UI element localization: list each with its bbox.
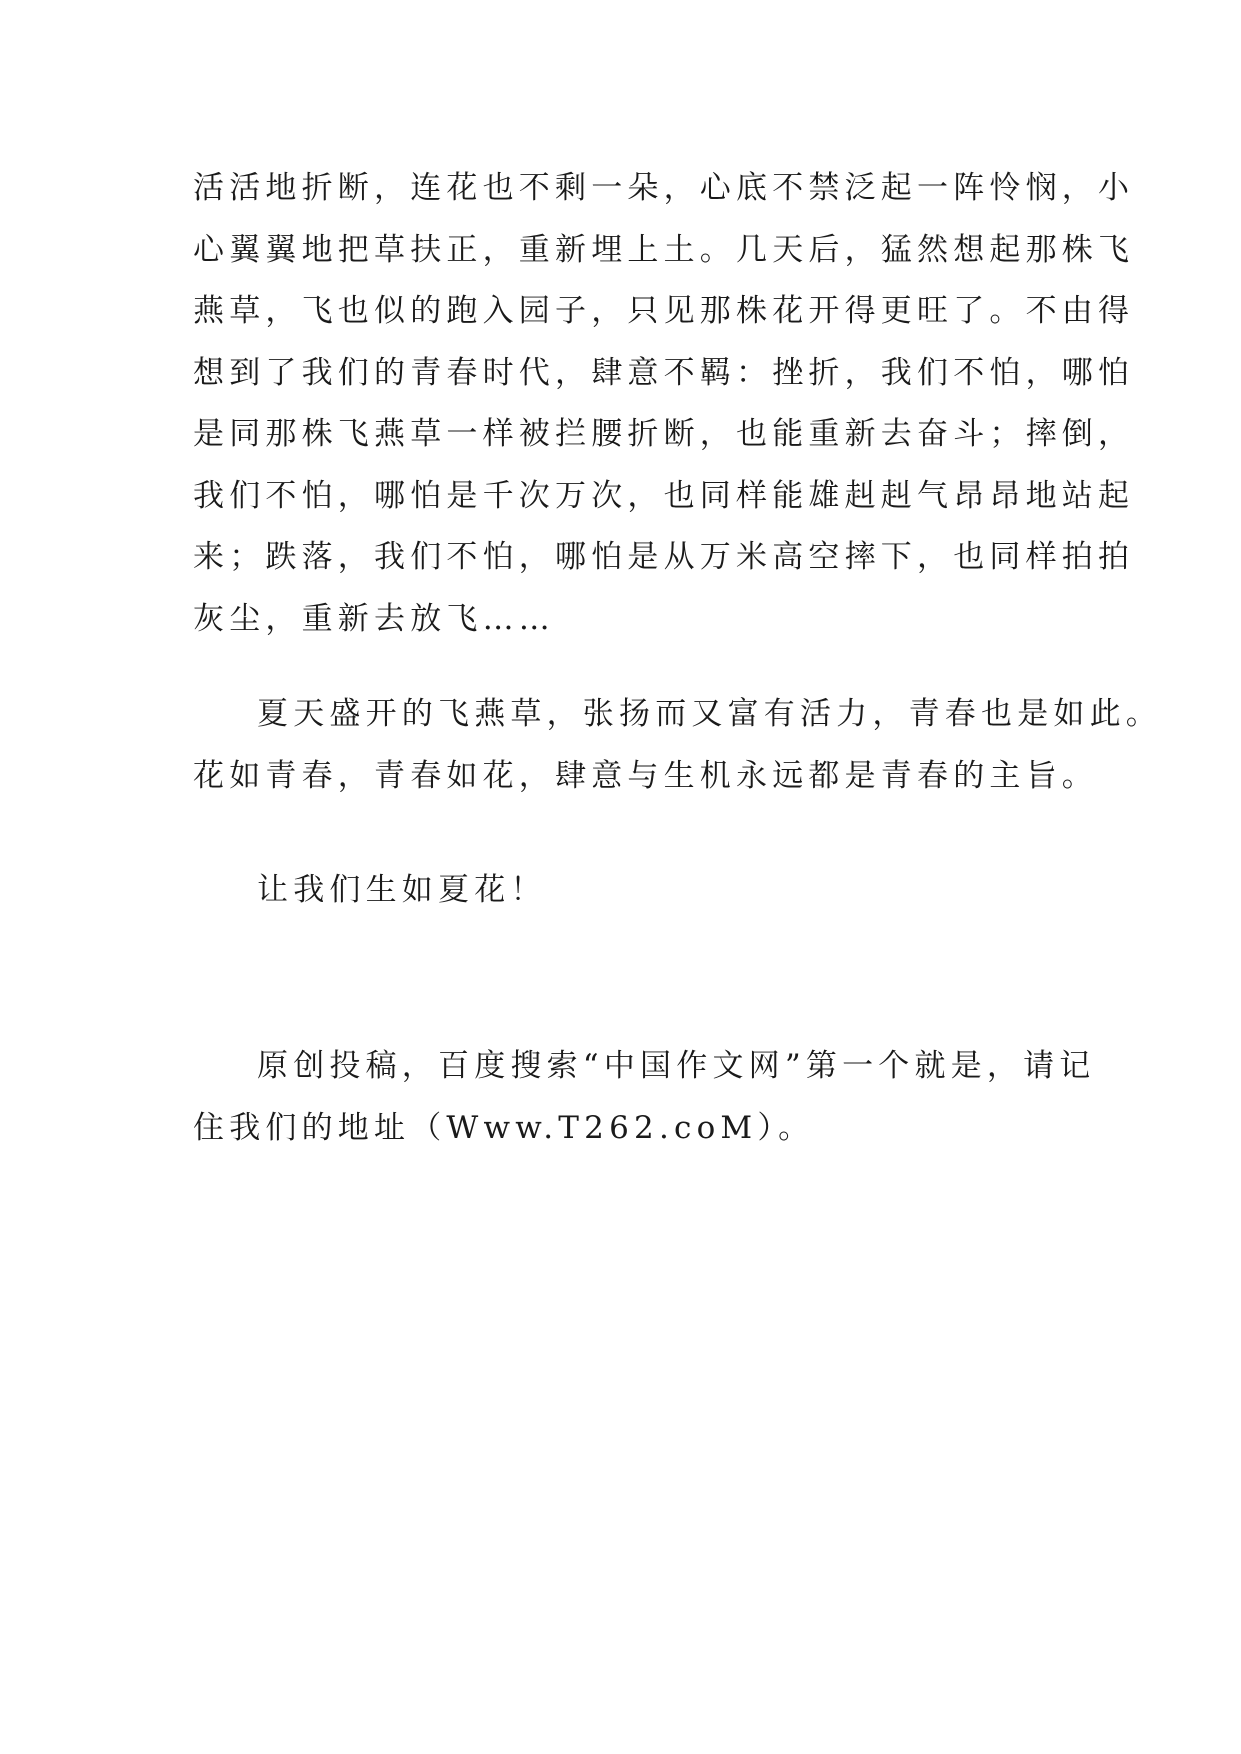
paragraph-line: 想到了我们的青春时代，肆意不羁：挫折，我们不怕，哪怕	[193, 354, 1135, 391]
paragraph-line: 花如青春，青春如花，肆意与生机永远都是青春的主旨。	[193, 757, 1098, 794]
paragraph-line: 燕草，飞也似的跑入园子，只见那株花开得更旺了。不由得	[193, 293, 1135, 329]
paragraph-line: 活活地折断，连花也不剩一朵，心底不禁泛起一阵怜悯，小	[193, 170, 1135, 206]
paragraph-3	[193, 860, 1055, 922]
paragraph-line: 灰尘，重新去放飞……	[193, 600, 555, 637]
paragraph-line: 心翼翼地把草扶正，重新埋上土。几天后，猛然想起那株飞	[193, 231, 1135, 268]
paragraph-2	[193, 684, 1162, 807]
paragraph-line: 来；跌落，我们不怕，哪怕是从万米高空摔下，也同样拍拍	[193, 539, 1135, 575]
paragraph-line: 住我们的地址（Www.T262.coM）。	[193, 1109, 815, 1146]
paragraph-line: 我们不怕，哪怕是千次万次，也同样能雄赳赳气昂昂地站起	[193, 477, 1135, 514]
paragraph-4	[193, 1036, 1096, 1159]
paragraph-1	[193, 158, 1135, 650]
paragraph-line: 原创投稿，百度搜索“中国作文网”第一个就是，请记	[257, 1048, 1096, 1084]
paragraph-line: 是同那株飞燕草一样被拦腰折断，也能重新去奋斗；摔倒，	[193, 416, 1135, 452]
paragraph-line: 让我们生如夏花！	[257, 872, 547, 908]
paragraph-line: 夏天盛开的飞燕草，张扬而又富有活力，青春也是如此。	[257, 696, 1162, 732]
